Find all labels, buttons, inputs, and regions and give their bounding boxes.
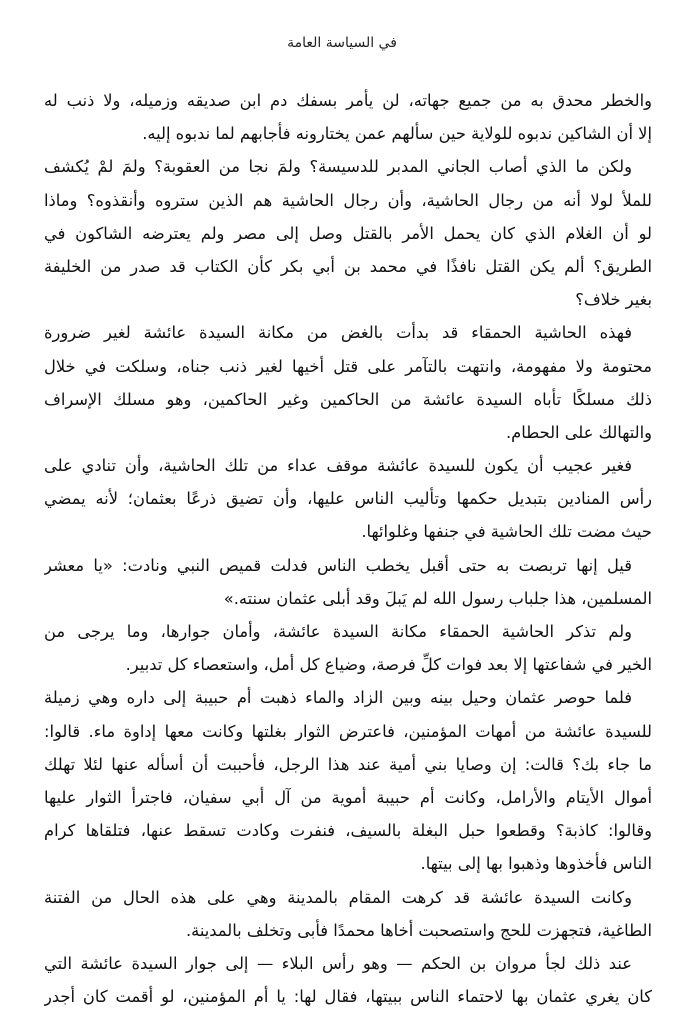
text-line: للملأ لولا أنه من رجال الحاشية، وأن رجال الحاشية هم الذين ستروه وأنقذوه؟ وماذا xyxy=(44,190,652,210)
text-line: ولكن ما الذي أصاب الجاني المدبر للدسيسة؟ ولمَ نجا من العقوبة؟ ولمَ لمْ يُكشف xyxy=(44,157,632,177)
text-line: بغير خلاف؟ xyxy=(575,290,652,310)
text-line: الطريق؟ ألم يكن القتل نافذًا في محمد بن أبي بكر كأن الكتاب قد صدر من الخليفة xyxy=(44,256,652,276)
text-line: والخطر محدق به من جميع جهاته، لن يأمر بسفك دم ابن صديقه وزميله، ولا ذنب له xyxy=(44,91,652,110)
text-line: رأس المنادين بتبديل حكمها وتأليب الناس عليها، وأن تضيق ذرعًا بعثمان؛ لأنه يمضي xyxy=(44,489,652,509)
text-line: والتهالك على الحطام. xyxy=(506,422,652,442)
text-line: ما جاء بك؟ قالت: إن وصايا بني أمية عند هذا الرجل، فأحببت أن أسأله عنها لئلا تهلك xyxy=(44,754,652,774)
page-body-text xyxy=(44,84,652,1013)
text-line: ولم تذكر الحاشية الحمقاء مكانة السيدة عائشة، وأمان جوارها، وما يرجى من xyxy=(44,622,632,641)
running-header: في السياسة العامة xyxy=(287,35,397,51)
text-line: ذلك مسلكًا تأباه السيدة عائشة من الحاكمين وغير الحاكمين، وهو مسلك الإسراف xyxy=(44,389,652,409)
text-line: فلما حوصر عثمان وحيل بينه وبين الزاد والماء ذهبت أم حبيبة إلى داره وهي زميلة xyxy=(44,688,632,708)
text-line: محتومة ولا مفهومة، وانتهت بالتآمر على قتل أخيها لغير ذنب جناه، وسلكت في خلال xyxy=(44,356,652,376)
text-line: إلا أن الشاكين ندبوه للولاية حين سألهم عمن يختارونه فأجابهم لما ندبوه إليه. xyxy=(142,124,652,144)
text-line: لو أن الغلام الذي كان يحمل الأمر بالقتل وصل إلى مصر ولم يعترضه الشاكون في xyxy=(44,223,652,243)
text-line: فغير عجيب أن يكون للسيدة عائشة موقف عداء من تلك الحاشية، وأن تنادي على xyxy=(44,456,632,476)
text-line: الناس فأخذوها وذهبوا بها إلى بيتها. xyxy=(420,854,652,874)
text-line: وكانت السيدة عائشة قد كرهت المقام بالمدينة وهي على هذه الحال من الفتنة xyxy=(44,887,632,907)
text-line: أموال الأيتام والأرامل، وكانت أم حبيبة أموية من آل أبي سفيان، فاجترأ الثوار عليها xyxy=(44,787,652,807)
text-line: الخير في شفاعتها إلا بعد فوات كلِّ فرصة، وضياع كل أمل، واستعصاء كل تدبير. xyxy=(125,655,652,675)
text-line: كان يغري عثمان بها لاحتماء الناس ببيتها، فقال لها: يا أم المؤمنين، لو أقمت كان أجدر xyxy=(44,987,652,1007)
text-line: وقالوا: كاذبة؟ وقطعوا حبل البغلة بالسيف، فنفرت وكادت تسقط عنها، فتلقاها كرام xyxy=(44,821,652,841)
text-line: عند ذلك لجأ مروان بن الحكم — وهو رأس البلاء — إلى جوار السيدة عائشة التي xyxy=(44,953,632,973)
text-line: فهذه الحاشية الحمقاء قد بدأت بالغض من مكانة السيدة عائشة لغير ضرورة xyxy=(44,323,632,343)
text-line: الطاغية، فتجهزت للحج واستصحبت أخاها محمدًا فأبى وتخلف بالمدينة. xyxy=(185,920,652,940)
text-line: المسلمين، هذا جلباب رسول الله لم يَبلَ وقد أبلى عثمان سنته.» xyxy=(223,588,652,608)
text-line: قيل إنها تربصت به حتى أقبل يخطب الناس فدلت قميص النبي ونادت: «يا معشر xyxy=(44,555,632,575)
text-line: حيث مضت تلك الحاشية في جنفها وغلوائها. xyxy=(361,522,652,542)
text-line: للسيدة عائشة من أمهات المؤمنين، فاعترض الثوار بغلتها وكانت معها إداوة ماء. قالوا: xyxy=(44,721,652,741)
